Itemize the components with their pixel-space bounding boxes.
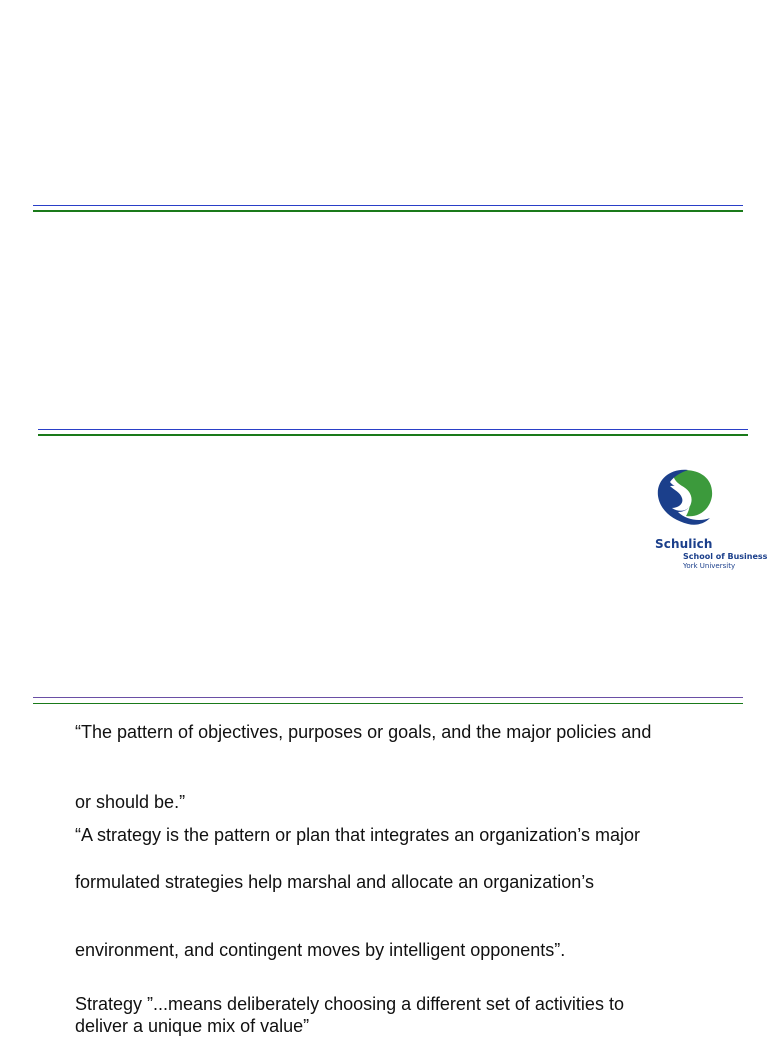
separator-rule-1-blue — [33, 205, 743, 206]
separator-rule-3-green — [33, 703, 743, 704]
logo-university: York University — [683, 562, 736, 570]
text-line-5: environment, and contingent moves by intelligent opponents”. — [75, 940, 566, 960]
text-line-7: deliver a unique mix of value” — [75, 1016, 310, 1036]
text-line-1: “The pattern of objectives, purposes or goals, and the major policies and — [75, 722, 652, 742]
separator-rule-2-blue — [38, 429, 748, 430]
separator-rule-2-green — [38, 434, 748, 436]
logo-name: Schulich — [655, 537, 713, 551]
schulich-logo — [652, 466, 768, 574]
schulich-s-leaf-icon — [652, 466, 716, 530]
separator-rule-3-purple — [33, 697, 743, 698]
logo-school: School of Business — [683, 552, 768, 561]
text-line-3: “A strategy is the pattern or plan that integrates an organization’s major — [75, 825, 640, 845]
text-line-2: or should be.” — [75, 792, 186, 812]
text-line-4: formulated strategies help marshal and allocate an organization’s — [75, 872, 594, 892]
separator-rule-1-green — [33, 210, 743, 212]
text-line-6: Strategy ”...means deliberately choosing a different set of activities to — [75, 994, 624, 1014]
